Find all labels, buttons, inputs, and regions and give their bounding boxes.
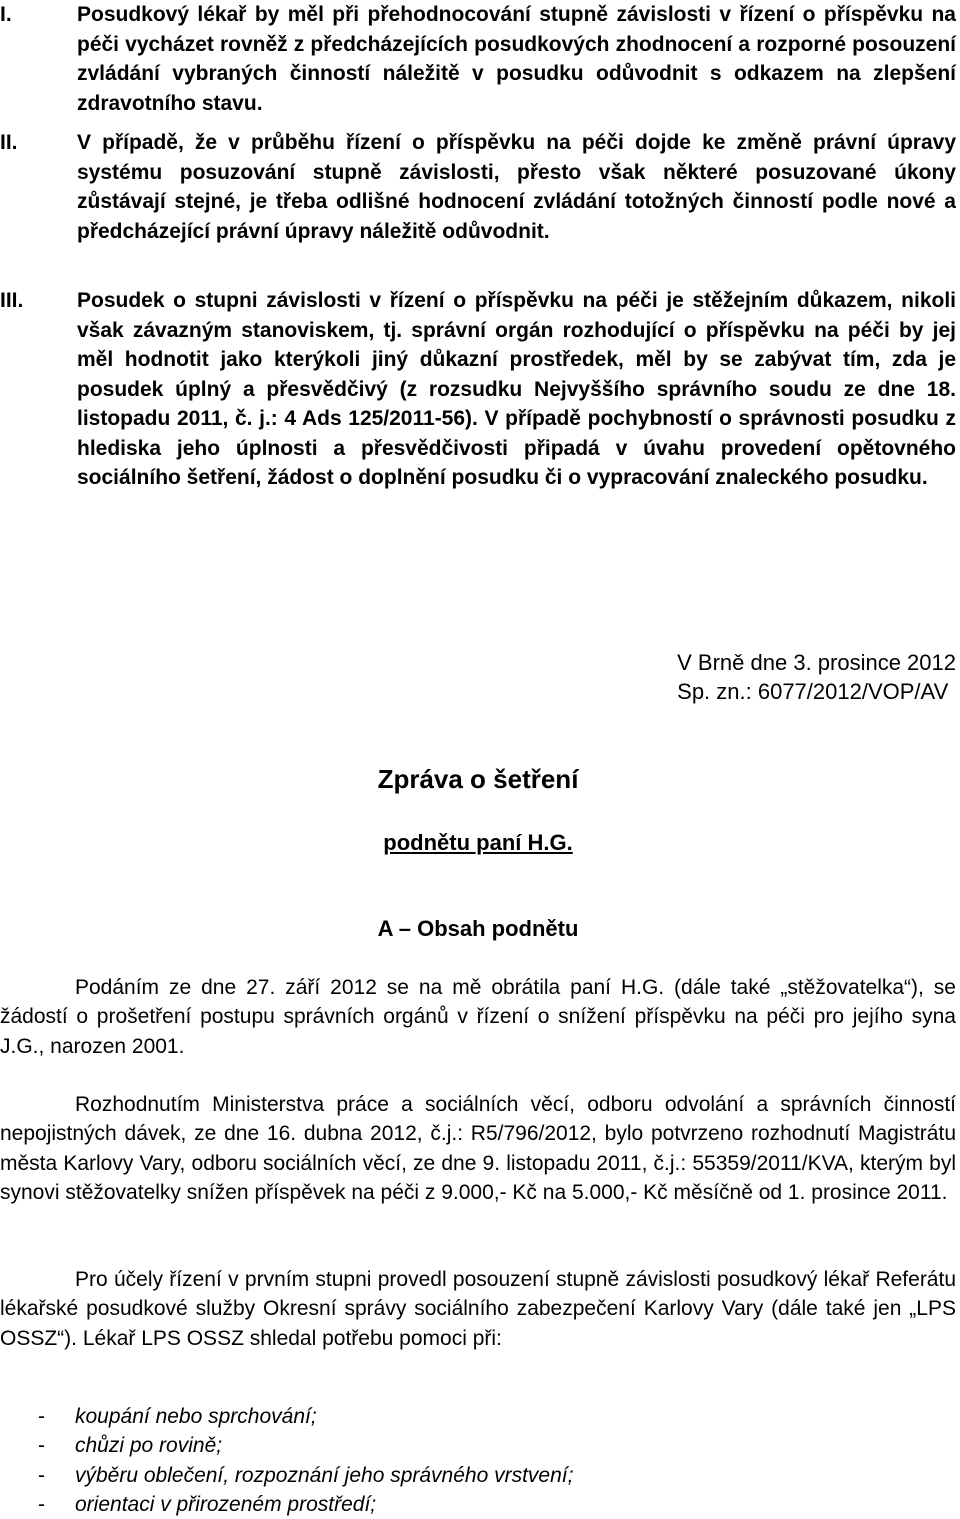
report-subtitle-wrap <box>0 828 956 857</box>
numbered-point-2 <box>0 128 956 246</box>
needs-list <box>0 1402 956 1519</box>
report-title: Zpráva o šetření <box>377 764 579 794</box>
point-text: V případě, že v průběhu řízení o příspěvku na péči dojde ke změně právní úpravy systému posuzování stupně závislosti, přesto však některé posuzované úkony zůstávají stejné, je třeba odlišné hodnocení zvládání totožných činností podle nové a předcházející právní úpravy náležitě odůvodnit. <box>77 131 956 243</box>
point-text: Posudkový lékař by měl při přehodnocování stupně závislosti v řízení o příspěvku na péči vycházet rovněž z předcházejících posudkových zhodnocení a rozporné posouzení zvládání vybraných činností náležitě v posudku odůvodnit s odkazem na zlepšení zdravotního stavu. <box>77 3 956 115</box>
point-label: II. <box>0 131 18 154</box>
file-number: Sp. zn.: 6077/2012/VOP/AV <box>677 679 949 704</box>
list-item <box>0 1402 956 1431</box>
point-label: III. <box>0 289 24 312</box>
numbered-point-3 <box>0 286 956 493</box>
list-bullet: - <box>38 1405 45 1428</box>
paragraph-2: Rozhodnutím Ministerstva práce a sociálních věcí, odboru odvolání a správních činností nepojistných dávek, ze dne 16. dubna 2012, č.j.: R5/796/2012, bylo potvrzeno rozhodnutí Magistrátu města Karlovy Vary, odboru sociálních věcí, ze dne 9. listopadu 2011, č.j.: 55359/2011/KVA, kterým byl synovi stěžovatelky snížen příspěvek na péči z 9.000,- Kč na 5.000,- Kč měsíčně od 1. prosince 2011. <box>0 1093 956 1204</box>
date-line: V Brně dne 3. prosince 2012 <box>677 650 956 675</box>
list-bullet: - <box>38 1434 45 1458</box>
list-bullet: - <box>38 1492 45 1516</box>
paragraph-1: Podáním ze dne 27. září 2012 se na mě obrátila paní H.G. (dále také „stěžovatelka“), se žádostí o prošetření postupu správních orgánů v řízení o snížení příspěvku na péči pro jejího syna J.G., narozen 2001. <box>0 976 956 1058</box>
list-bullet: - <box>38 1463 45 1487</box>
numbered-point-1 <box>0 0 956 118</box>
point-text: Posudek o stupni závislosti v řízení o příspěvku na péči je stěžejním důkazem, nikoli však závazným stanoviskem, tj. správní orgán rozhodující o příspěvku na péči by jej měl hodnotit jako kterýkoli jiný důkazní prostředek, měl by se zabývat tím, zda je posudek úplný a přesvědčivý (z rozsudku Nejvyššího správního soudu ze dne 18. listopadu 2011, č. j.: 4 Ads 125/2011-56). V případě pochybností o správnosti posudku z hlediska jeho úplnosti a přesvědčivosti připadá v úvahu provedení opětovného sociálního šetření, žádost o doplnění posudku či o vypracování znaleckého posudku. <box>77 289 956 489</box>
list-item <box>0 1490 956 1519</box>
list-item-text: orientaci v přirozeném prostředí; <box>75 1492 377 1516</box>
section-heading: A – Obsah podnětu <box>377 916 579 941</box>
list-item <box>0 1461 956 1490</box>
report-subtitle: podnětu paní H.G. <box>383 830 573 855</box>
list-item-text: koupání nebo sprchování; <box>75 1405 317 1428</box>
point-label: I. <box>0 3 12 26</box>
list-item-text: výběru oblečení, rozpoznání jeho správného vrstvení; <box>75 1463 574 1487</box>
list-item <box>0 1431 956 1460</box>
paragraph-3: Pro účely řízení v prvním stupni provedl posouzení stupně závislosti posudkový lékař Referátu lékařské posudkové služby Okresní správy sociálního zabezpečení Karlovy Vary (dále také jen „LPS OSSZ“). Lékař LPS OSSZ shledal potřebu pomoci při: <box>0 1268 956 1350</box>
reference-block <box>677 648 956 706</box>
list-item-text: chůzi po rovině; <box>75 1434 223 1458</box>
